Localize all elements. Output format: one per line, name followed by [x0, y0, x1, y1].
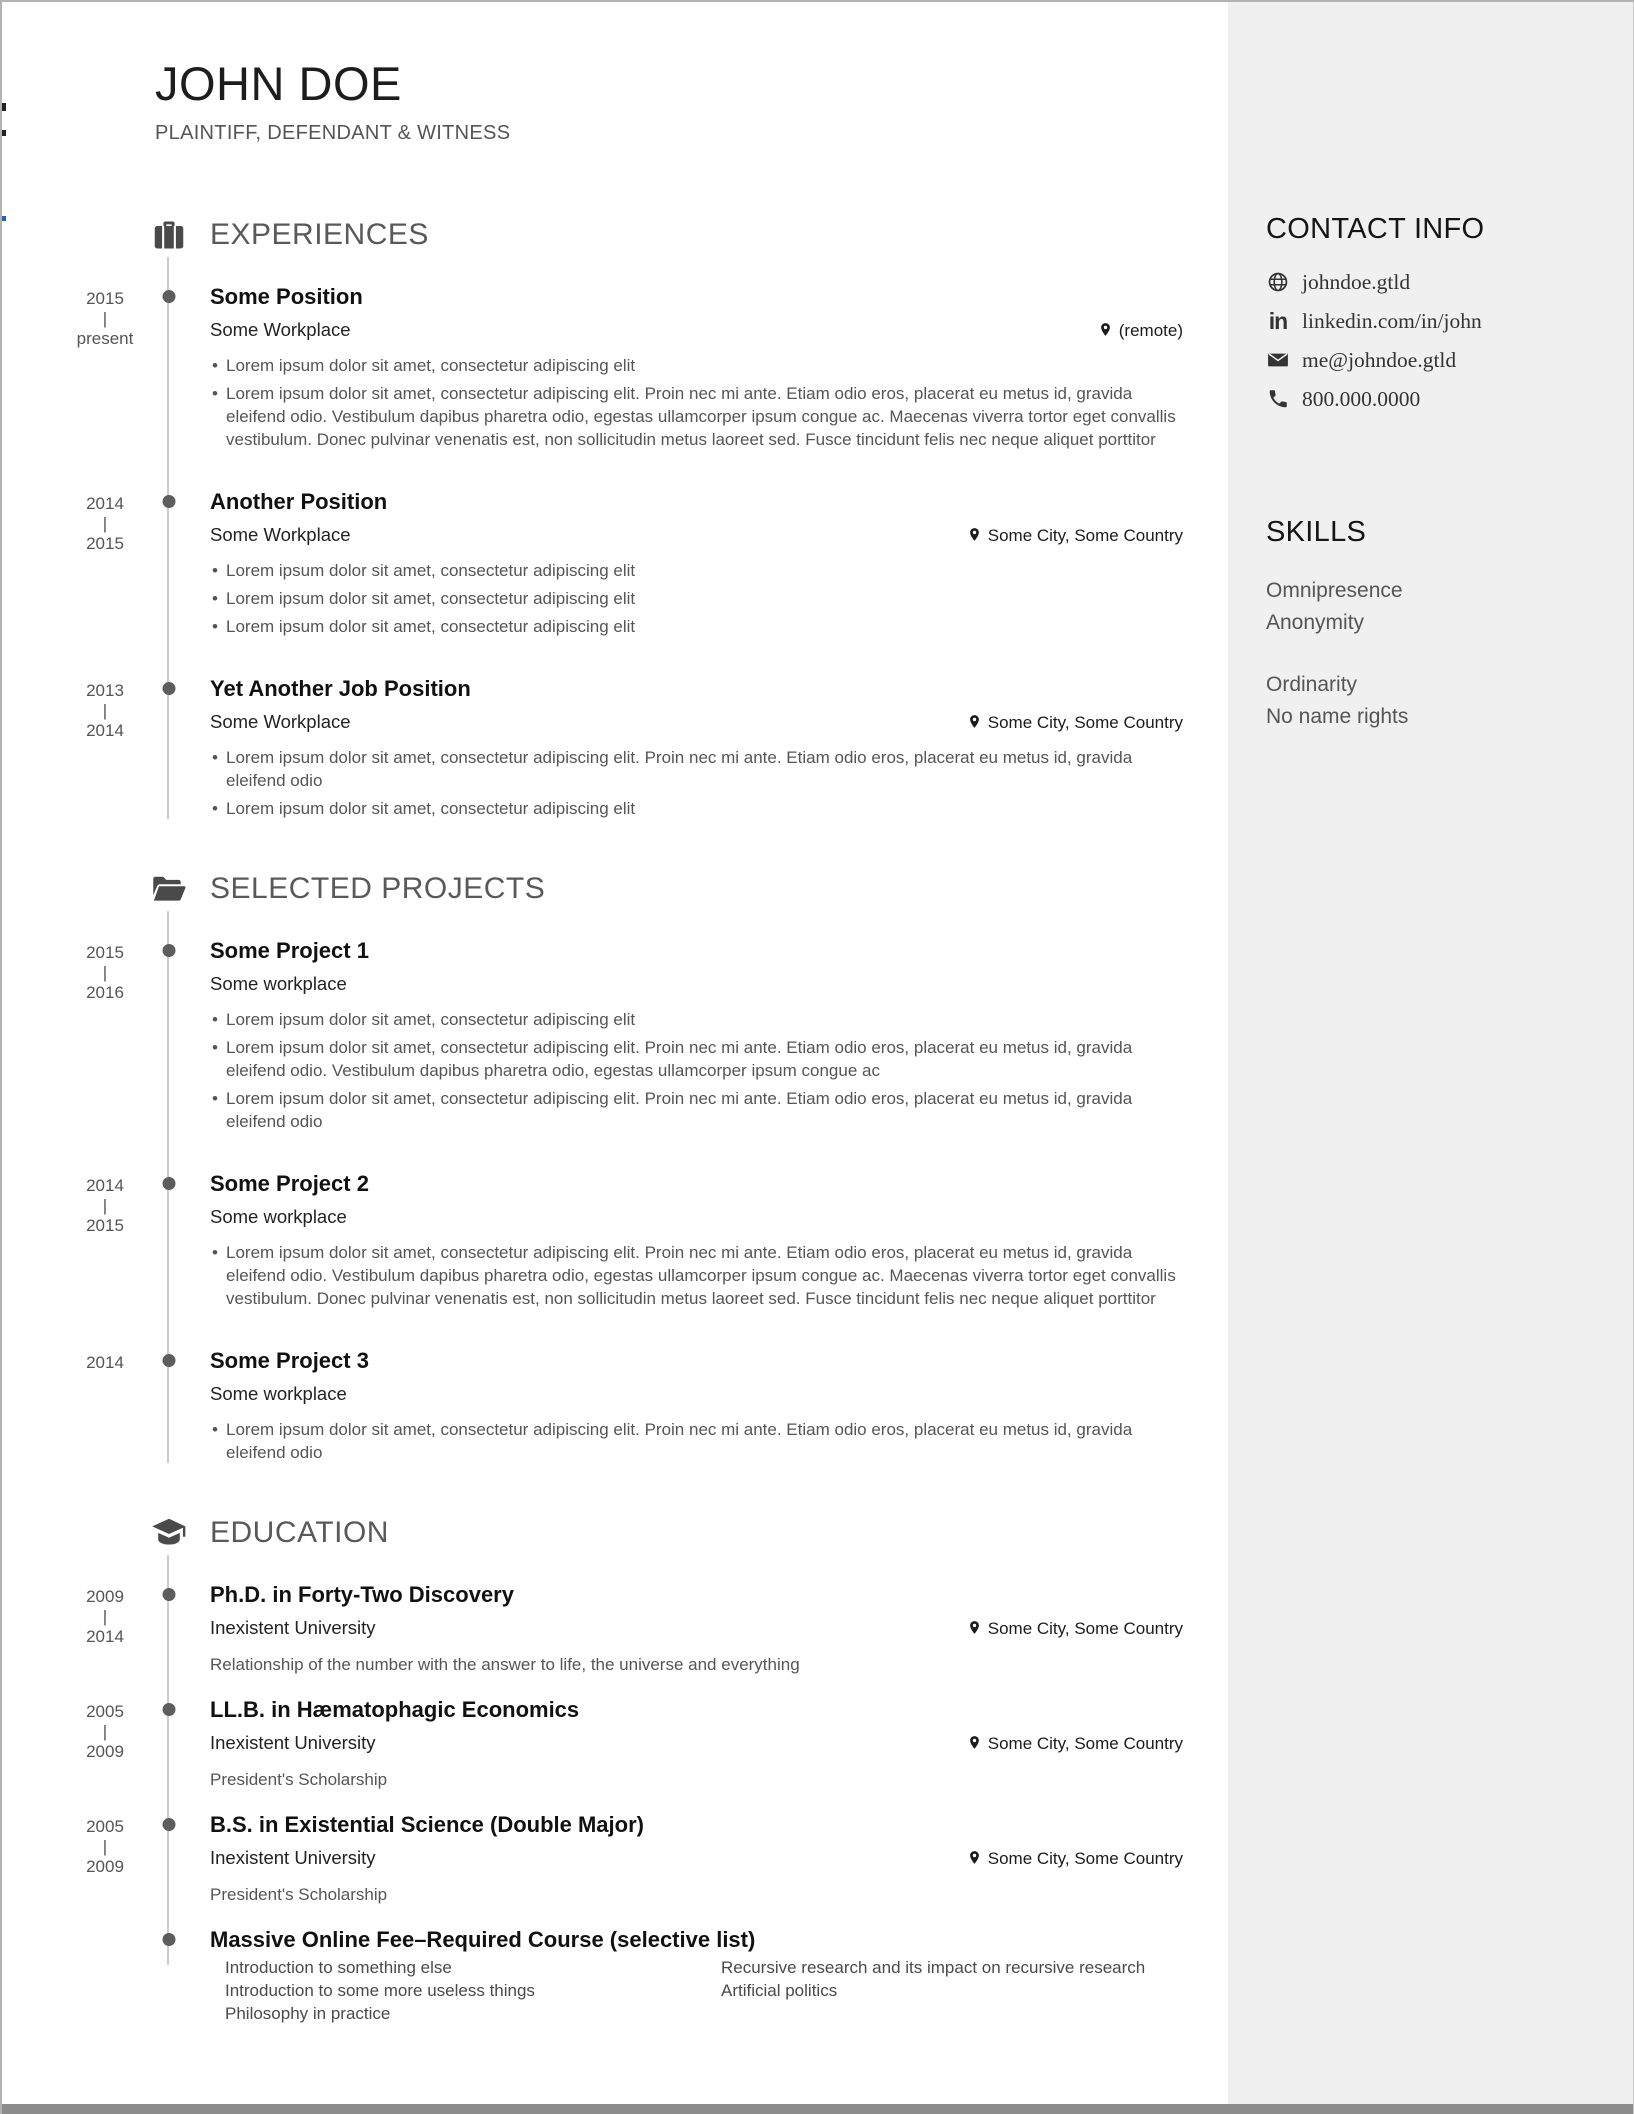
entry-organization: Some Workplace [210, 319, 351, 340]
heading-dates-spacer [2, 871, 152, 907]
entry-timeline [152, 1170, 186, 1315]
entry-location [967, 1619, 1183, 1639]
timeline-dot [163, 682, 176, 695]
entry-location [967, 1734, 1183, 1754]
entry-content [186, 675, 1228, 825]
contact-text[interactable]: johndoe.gtld [1302, 269, 1411, 294]
entry-bullet-list [210, 1418, 1183, 1464]
entry-content [186, 937, 1228, 1138]
entry-organization: Some Workplace [210, 711, 351, 732]
entry-organization: Some workplace [210, 973, 347, 994]
entry-bullet-list [210, 354, 1183, 451]
date-separator: | [102, 309, 108, 328]
date-year: 2005 [86, 1817, 124, 1836]
course-column [721, 1956, 1183, 2025]
entry-bullet: • Lorem ipsum dolor sit amet, consectetur adipiscing elit. Proin nec mi ante. Etiam odio eros, placerat eu metus id, gravida eleifend odio [210, 746, 1183, 792]
entry-org-row [210, 317, 1183, 343]
entry-timeline [152, 488, 186, 643]
entry-content [186, 1926, 1228, 2025]
entry-title: Ph.D. in Forty-Two Discovery [210, 1582, 514, 1607]
date-year: 2009 [86, 1742, 124, 1761]
entry-title: Another Position [210, 489, 388, 514]
map-pin-icon [967, 1619, 982, 1639]
entry-bullet: • Lorem ipsum dolor sit amet, consectetur adipiscing elit. Proin nec mi ante. Etiam odio eros, placerat eu metus id, gravida eleifend odio [210, 1418, 1183, 1464]
briefcase-icon [151, 217, 187, 253]
contact-item[interactable] [1266, 270, 1605, 294]
entry-dates [2, 675, 152, 825]
entry-organization: Some workplace [210, 1206, 347, 1227]
course-item: Introduction to some more useless things [225, 1981, 535, 2000]
entry-title: Some Project 2 [210, 1171, 369, 1196]
timeline-entry [2, 675, 1228, 825]
entry-title: Yet Another Job Position [210, 676, 471, 701]
person-name: JOHN DOE [155, 57, 402, 110]
entry-org-row [210, 522, 1183, 548]
entry-dates [2, 1170, 152, 1315]
edge-artifact [2, 130, 6, 136]
entry-dates [2, 488, 152, 643]
entry-description: President's Scholarship [210, 1770, 388, 1789]
entry-location-text: Some City, Some Country [987, 1849, 1183, 1868]
entry-content [186, 1170, 1228, 1315]
entry-org-row [210, 1381, 1183, 1407]
date-year: 2015 [86, 289, 124, 308]
contact-heading: CONTACT INFO [1266, 213, 1485, 245]
edge-artifact [2, 103, 6, 111]
edge-artifact [2, 216, 6, 221]
entry-bullet: • Lorem ipsum dolor sit amet, consectetur adipiscing elit [210, 797, 1183, 820]
entry-timeline [152, 675, 186, 825]
globe-icon [1266, 271, 1290, 293]
entry-bullet: • Lorem ipsum dolor sit amet, consectetur adipiscing elit [210, 354, 1183, 377]
date-separator: | [102, 514, 108, 533]
entry-dates [2, 1811, 152, 1906]
skill-item: No name rights [1266, 705, 1409, 728]
map-pin-icon [1098, 321, 1113, 341]
entry-dates [2, 1347, 152, 1469]
section-heading-cell [186, 217, 1228, 253]
contact-list [1266, 270, 1605, 411]
skills-heading: SKILLS [1266, 516, 1367, 548]
section-education [2, 1515, 1228, 2025]
section-projects [2, 871, 1228, 1469]
skill-group [1266, 575, 1605, 639]
map-pin-icon [967, 713, 982, 733]
entry-title: Some Position [210, 284, 363, 309]
timeline-entry [2, 1170, 1228, 1315]
timeline-dot [163, 944, 176, 957]
entry-title: Massive Online Fee–Required Course (selective list) [210, 1927, 756, 1952]
entry-timeline [152, 937, 186, 1138]
date-year: 2014 [86, 494, 124, 513]
skills-list [1266, 575, 1605, 733]
section-icon-cell [152, 871, 186, 907]
timeline-entry [2, 1926, 1228, 2025]
timeline-entry [2, 1581, 1228, 1676]
entry-content [186, 1811, 1228, 1906]
entry-description: President's Scholarship [210, 1885, 388, 1904]
timeline-dot [163, 1177, 176, 1190]
skill-group [1266, 669, 1605, 733]
date-separator: | [102, 1607, 108, 1626]
entry-dates [2, 937, 152, 1138]
entry-org-row [210, 1204, 1183, 1230]
section-heading-cell [186, 1515, 1228, 1551]
date-year: 2009 [86, 1587, 124, 1606]
timeline-entry [2, 1696, 1228, 1791]
entry-organization: Some workplace [210, 1383, 347, 1404]
section-experiences [2, 217, 1228, 825]
entry-location-text: Some City, Some Country [987, 713, 1183, 732]
skills-block [1266, 515, 1605, 733]
section-icon-cell [152, 1515, 186, 1551]
entry-timeline [152, 283, 186, 456]
entry-description: Relationship of the number with the answer to life, the universe and everything [210, 1655, 800, 1674]
timeline-entry [2, 488, 1228, 643]
entry-timeline [152, 1926, 186, 2025]
skill-item: Omnipresence [1266, 579, 1403, 602]
entry-title: LL.B. in Hæmatophagic Economics [210, 1697, 580, 1722]
contact-item[interactable] [1266, 387, 1605, 411]
entry-bullet: • Lorem ipsum dolor sit amet, consectetur adipiscing elit [210, 1008, 1183, 1031]
section-heading-row [2, 1515, 1228, 1551]
entry-content [186, 488, 1228, 643]
date-year: 2014 [86, 1627, 124, 1646]
entry-content [186, 1347, 1228, 1469]
entry-bullet-list [210, 559, 1183, 638]
entry-content [186, 1581, 1228, 1676]
timeline-entry [2, 1347, 1228, 1469]
entry-location [967, 713, 1183, 733]
entry-organization: Inexistent University [210, 1617, 376, 1638]
timeline-dot [163, 1588, 176, 1601]
contact-text[interactable]: linkedin.com/in/john [1302, 308, 1482, 333]
date-separator: | [102, 701, 108, 720]
entry-title: Some Project 1 [210, 938, 369, 963]
linkedin-icon: in [1268, 308, 1288, 334]
entry-dates [2, 283, 152, 456]
course-item: Artificial politics [721, 1981, 838, 2000]
date-year: 2015 [86, 943, 124, 962]
entry-bullet: • Lorem ipsum dolor sit amet, consectetur adipiscing elit. Proin nec mi ante. Etiam odio eros, placerat eu metus id, gravida eleifend odio. Vestibulum dapibus pharetra odio, egestas ullamcorper ipsum congue ac. Maecenas viverra tortor eget convallis vestibulum. Donec pulvinar venenatis est, non sollicitudin metus laoreet sed. Fusce tincidunt felis nec neque aliquet porttitor [210, 382, 1183, 451]
entry-organization: Inexistent University [210, 1732, 376, 1753]
timeline-dot [163, 1933, 176, 1946]
entry-organization: Inexistent University [210, 1847, 376, 1868]
entry-timeline [152, 1696, 186, 1791]
timeline-dot [163, 1354, 176, 1367]
entry-content [186, 1696, 1228, 1791]
entry-bullet: • Lorem ipsum dolor sit amet, consectetur adipiscing elit [210, 615, 1183, 638]
timeline-dot [163, 1818, 176, 1831]
date-year: 2014 [86, 721, 124, 740]
entry-organization: Some Workplace [210, 524, 351, 545]
timeline-entry [2, 283, 1228, 456]
timeline-dot [163, 290, 176, 303]
sidebar [1228, 2, 1633, 2114]
entry-title: B.S. in Existential Science (Double Major) [210, 1812, 644, 1837]
entry-bullet: • Lorem ipsum dolor sit amet, consectetur adipiscing elit [210, 587, 1183, 610]
entry-org-row [210, 1845, 1183, 1871]
person-subtitle: PLAINTIFF, DEFENDANT & WITNESS [155, 122, 511, 144]
course-item: Philosophy in practice [225, 2004, 391, 2023]
header [2, 57, 1228, 145]
date-year: 2014 [86, 1176, 124, 1195]
bottom-bar [2, 2104, 1633, 2114]
map-pin-icon [967, 1734, 982, 1754]
heading-dates-spacer [2, 217, 152, 253]
date-separator: | [102, 1196, 108, 1215]
map-pin-icon [967, 1849, 982, 1869]
entry-location-text: Some City, Some Country [987, 526, 1183, 545]
heading-dates-spacer [2, 1515, 152, 1551]
timeline-dot [163, 1703, 176, 1716]
date-year: 2005 [86, 1702, 124, 1721]
contact-text[interactable]: me@johndoe.gtld [1302, 347, 1457, 372]
course-item: Introduction to something else [225, 1958, 452, 1977]
entry-org-row [210, 971, 1183, 997]
entry-title: Some Project 3 [210, 1348, 369, 1373]
skill-item: Anonymity [1266, 611, 1365, 634]
entry-org-row [210, 1730, 1183, 1756]
entry-dates [2, 1696, 152, 1791]
timeline-entry [2, 937, 1228, 1138]
entry-location [967, 1849, 1183, 1869]
date-year: 2009 [86, 1857, 124, 1876]
entry-location-text: (remote) [1118, 321, 1183, 340]
date-separator: | [102, 963, 108, 982]
course-item: Recursive research and its impact on recursive research [721, 1958, 1146, 1977]
skill-item: Ordinarity [1266, 673, 1358, 696]
entry-location [967, 526, 1183, 546]
contact-text[interactable]: 800.000.0000 [1302, 386, 1421, 411]
entry-timeline [152, 1581, 186, 1676]
section-heading-row [2, 871, 1228, 907]
entry-dates [2, 1926, 152, 2025]
entry-bullet-list [210, 1241, 1183, 1310]
folder-open-icon [151, 871, 187, 907]
section-heading-row [2, 217, 1228, 253]
entry-dates [2, 1581, 152, 1676]
section-heading: EXPERIENCES [210, 218, 429, 251]
date-year: 2015 [86, 1216, 124, 1235]
entry-org-row [210, 1615, 1183, 1641]
date-year: 2016 [86, 983, 124, 1002]
date-separator: | [102, 1837, 108, 1856]
entry-timeline [152, 1811, 186, 1906]
section-heading: EDUCATION [210, 1516, 389, 1549]
entry-location-text: Some City, Some Country [987, 1619, 1183, 1638]
contact-item[interactable] [1266, 309, 1605, 333]
main-column [2, 2, 1228, 2114]
entry-bullet: • Lorem ipsum dolor sit amet, consectetur adipiscing elit. Proin nec mi ante. Etiam odio eros, placerat eu metus id, gravida eleifend odio. Vestibulum dapibus pharetra odio, egestas ullamcorper ipsum congue ac [210, 1036, 1183, 1082]
map-pin-icon [967, 526, 982, 546]
section-heading: SELECTED PROJECTS [210, 872, 546, 905]
envelope-icon [1266, 349, 1290, 371]
phone-icon [1266, 388, 1290, 410]
timeline-entry [2, 1811, 1228, 1906]
graduation-cap-icon [151, 1515, 187, 1551]
entry-org-row [210, 709, 1183, 735]
date-year: 2013 [86, 681, 124, 700]
section-heading-cell [186, 871, 1228, 907]
entry-timeline [152, 1347, 186, 1469]
entry-bullet: • Lorem ipsum dolor sit amet, consectetur adipiscing elit. Proin nec mi ante. Etiam odio eros, placerat eu metus id, gravida eleifend odio [210, 1087, 1183, 1133]
entry-bullet: • Lorem ipsum dolor sit amet, consectetur adipiscing elit [210, 559, 1183, 582]
timeline-dot [163, 495, 176, 508]
sections [2, 217, 1228, 2025]
date-separator: | [102, 1722, 108, 1741]
entry-bullet-list [210, 1008, 1183, 1133]
date-year: 2014 [86, 1353, 124, 1372]
course-column [225, 1956, 721, 2025]
entry-content [186, 283, 1228, 456]
date-year: present [76, 329, 134, 348]
entry-bullet-list [210, 746, 1183, 820]
section-icon-cell [152, 217, 186, 253]
entry-bullet: • Lorem ipsum dolor sit amet, consectetur adipiscing elit. Proin nec mi ante. Etiam odio eros, placerat eu metus id, gravida eleifend odio. Vestibulum dapibus pharetra odio, egestas ullamcorper ipsum congue ac. Maecenas viverra tortor eget convallis vestibulum. Donec pulvinar venenatis est, non sollicitudin metus laoreet sed. Fusce tincidunt felis nec neque aliquet porttitor [210, 1241, 1183, 1310]
contact-item[interactable] [1266, 348, 1605, 372]
entry-location [1098, 321, 1183, 341]
course-columns [210, 1956, 1183, 2025]
date-year: 2015 [86, 534, 124, 553]
entry-location-text: Some City, Some Country [987, 1734, 1183, 1753]
